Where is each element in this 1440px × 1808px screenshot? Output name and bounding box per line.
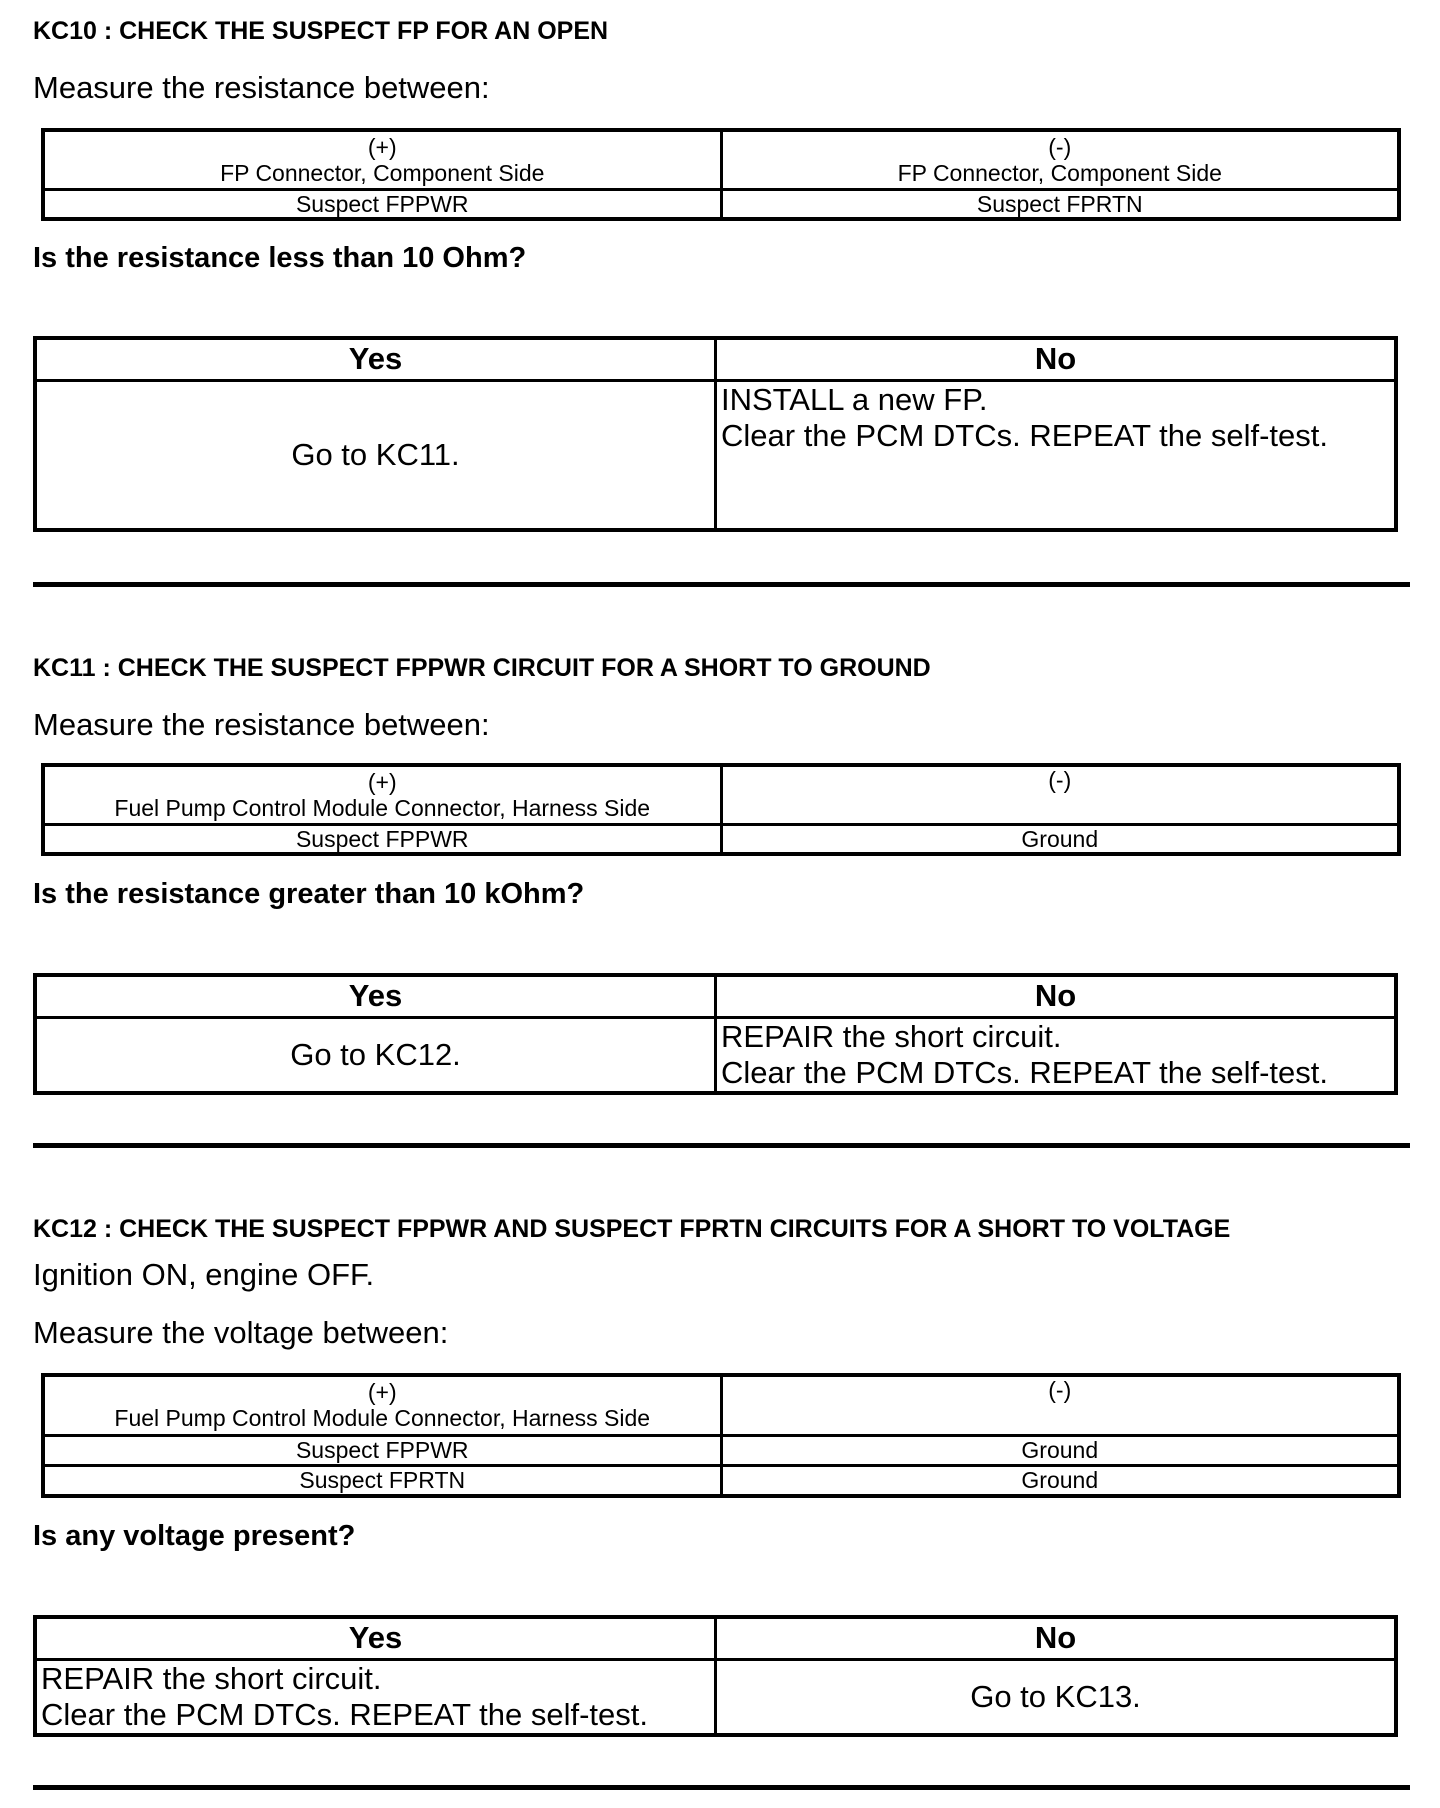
divider: [33, 582, 1410, 587]
yes-action: Go to KC12.: [35, 1017, 716, 1093]
plus-header: (+) FP Connector, Component Side: [43, 130, 721, 189]
measurement-table: [41, 763, 1401, 856]
yes-action: REPAIR the short circuit. Clear the PCM DTCs. REPEAT the self-test.: [35, 1659, 716, 1735]
yes-no-table: [33, 1615, 1398, 1737]
minus-cell: Ground: [721, 1435, 1399, 1465]
no-action: REPAIR the short circuit. Clear the PCM DTCs. REPEAT the self-test.: [716, 1017, 1397, 1093]
no-action: INSTALL a new FP. Clear the PCM DTCs. REPEAT the self-test.: [716, 380, 1397, 530]
minus-cell: Ground: [721, 1465, 1399, 1496]
table-row: [43, 189, 1399, 219]
measurement-table: [41, 1373, 1401, 1498]
minus-cell: Ground: [721, 824, 1399, 854]
no-header: No: [716, 975, 1397, 1017]
minus-header: (-) FP Connector, Component Side: [721, 130, 1399, 189]
divider: [33, 1785, 1410, 1790]
pre-instruction: Ignition ON, engine OFF.: [33, 1257, 375, 1292]
plus-cell: Suspect FPRTN: [43, 1465, 721, 1496]
measurement-table: [41, 128, 1401, 221]
yes-action: Go to KC11.: [35, 380, 716, 530]
plus-header: (+) Fuel Pump Control Module Connector, Harness Side: [43, 765, 721, 824]
yes-no-table: [33, 973, 1398, 1095]
yes-header: Yes: [35, 975, 716, 1017]
no-action: Go to KC13.: [716, 1659, 1397, 1735]
step-title-kc10: KC10 : CHECK THE SUSPECT FP FOR AN OPEN: [33, 17, 609, 45]
plus-cell: Suspect FPPWR: [43, 1435, 721, 1465]
instruction: Measure the voltage between:: [33, 1315, 449, 1350]
plus-cell: Suspect FPPWR: [43, 189, 721, 219]
no-header: No: [716, 1617, 1397, 1659]
table-row: [43, 1435, 1399, 1465]
question: Is the resistance less than 10 Ohm?: [33, 242, 527, 274]
step-title-kc12: KC12 : CHECK THE SUSPECT FPPWR AND SUSPECT FPRTN CIRCUITS FOR A SHORT TO VOLTAGE: [33, 1215, 1231, 1243]
instruction: Measure the resistance between:: [33, 707, 490, 742]
no-header: No: [716, 338, 1397, 380]
plus-cell: Suspect FPPWR: [43, 824, 721, 854]
question: Is the resistance greater than 10 kOhm?: [33, 878, 585, 910]
instruction: Measure the resistance between:: [33, 70, 490, 105]
minus-cell: Suspect FPRTN: [721, 189, 1399, 219]
plus-header: (+) Fuel Pump Control Module Connector, Harness Side: [43, 1375, 721, 1435]
yes-header: Yes: [35, 338, 716, 380]
step-title-kc11: KC11 : CHECK THE SUSPECT FPPWR CIRCUIT FOR A SHORT TO GROUND: [33, 654, 931, 682]
table-row: [43, 824, 1399, 854]
yes-header: Yes: [35, 1617, 716, 1659]
table-row: [43, 1465, 1399, 1496]
yes-no-table: [33, 336, 1398, 532]
divider: [33, 1143, 1410, 1148]
question: Is any voltage present?: [33, 1520, 356, 1552]
minus-header: (-): [721, 1375, 1399, 1435]
minus-header: (-): [721, 765, 1399, 824]
